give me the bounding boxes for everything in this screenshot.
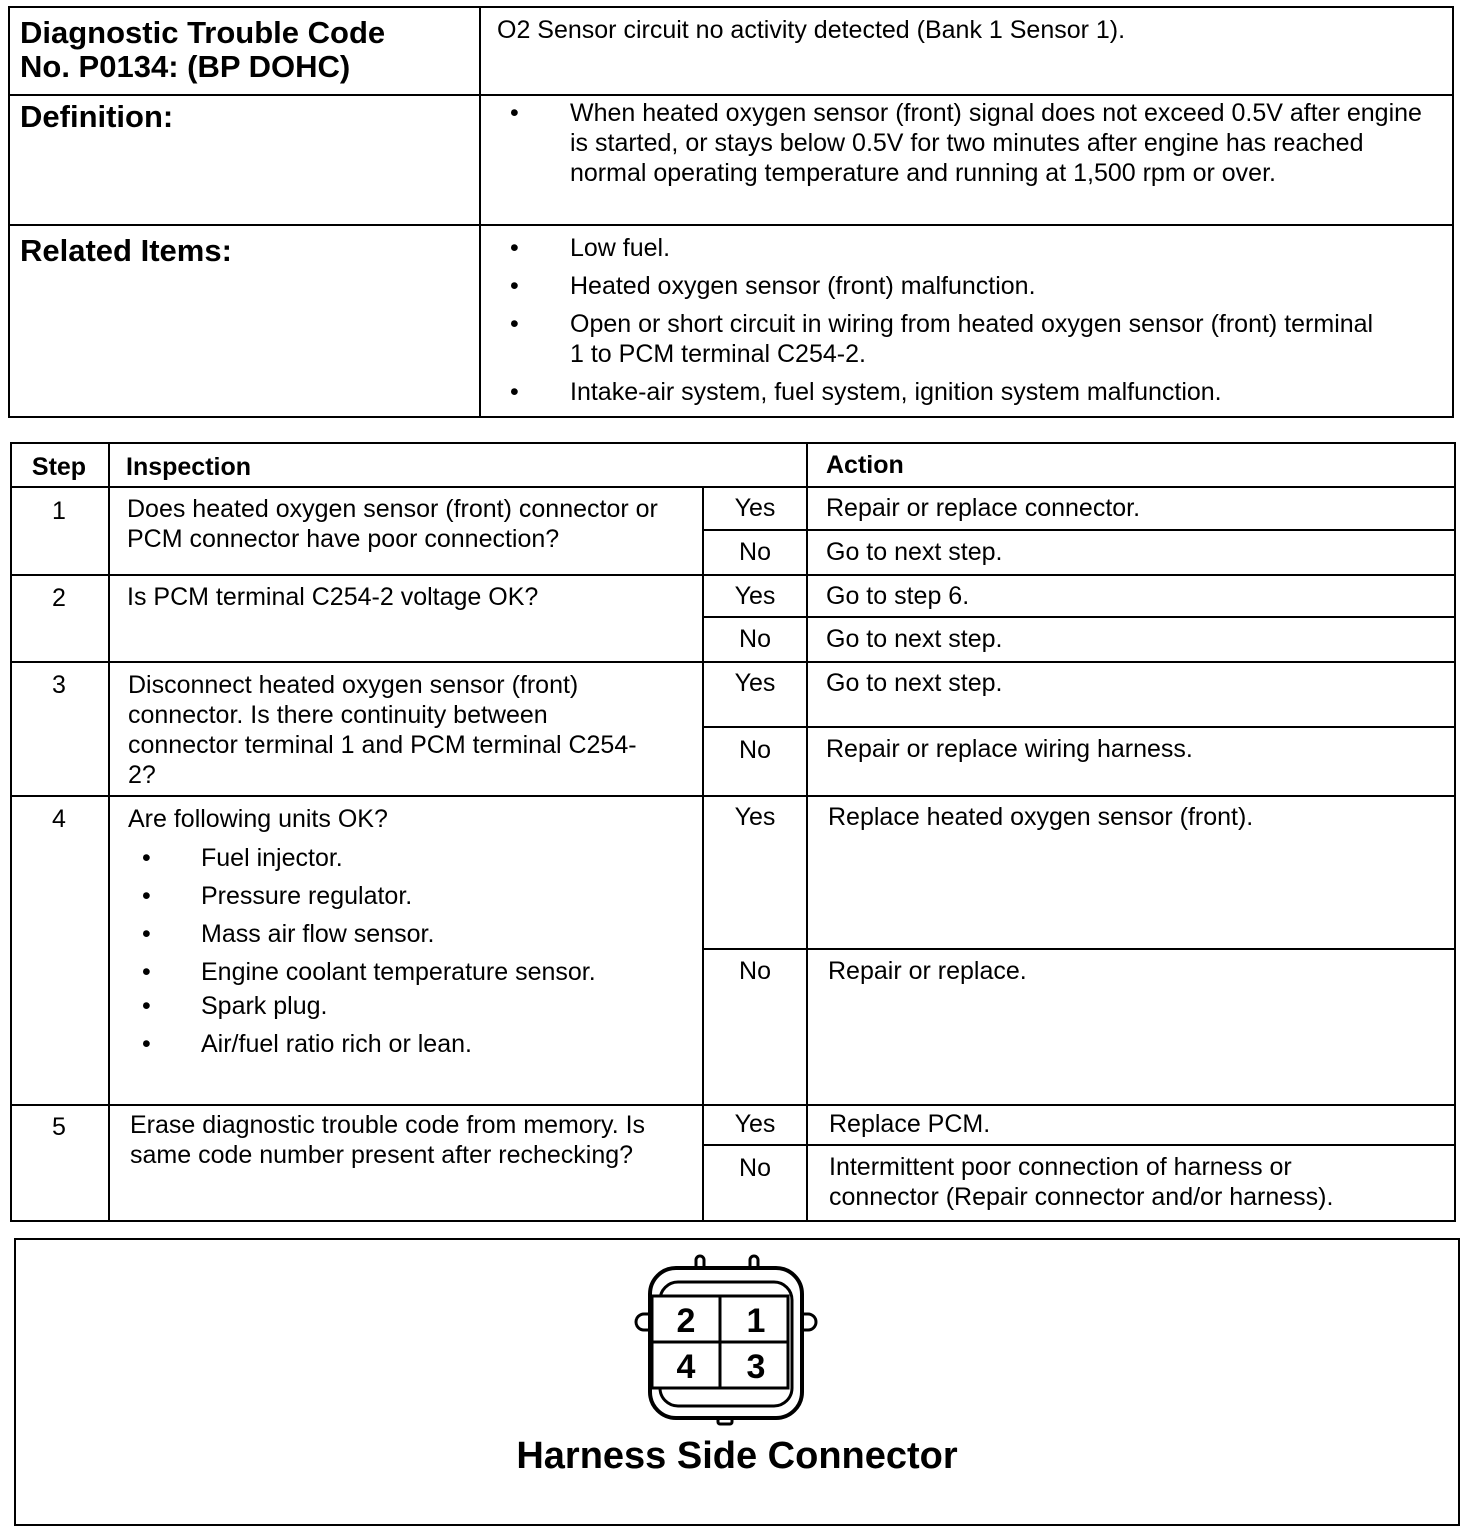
related-bullet: • (510, 272, 519, 300)
no-action: Repair or replace. (828, 957, 1027, 985)
related-bullet: • (510, 378, 519, 406)
yes-label: Yes (734, 803, 776, 831)
yes-label: Yes (734, 669, 776, 697)
yes-no-split (702, 948, 1456, 950)
inspection-text: Are following units OK? (128, 805, 388, 833)
inspection-text: Is PCM terminal C254-2 voltage OK? (127, 583, 539, 611)
step-number: 5 (52, 1113, 66, 1141)
related-item: Open or short circuit in wiring from heated oxygen sensor (front) terminal 1 to PCM terminal C254-2. (570, 310, 1374, 368)
step-number: 4 (52, 805, 66, 833)
no-label: No (739, 736, 771, 764)
dtc-code-label-line2: No. P0134: (BP DOHC) (20, 49, 351, 84)
inspection-text: Does heated oxygen sensor (front) connector or PCM connector have poor connection? (127, 495, 658, 553)
step-number: 2 (52, 584, 66, 612)
pin-label: 2 (676, 1302, 696, 1340)
related-bullet: • (510, 310, 519, 338)
table-row-line (10, 795, 1456, 797)
yes-no-split (702, 616, 1456, 618)
yes-label: Yes (734, 582, 776, 610)
unit-item: Pressure regulator. (201, 882, 413, 910)
related-item: Intake-air system, fuel system, ignition system malfunction. (570, 378, 1222, 406)
no-action: Intermittent poor connection of harness or connector (Repair connector and/or harness). (829, 1153, 1334, 1211)
yes-action: Go to next step. (826, 669, 1003, 697)
no-action: Go to next step. (826, 538, 1003, 566)
yes-action: Replace PCM. (829, 1110, 991, 1138)
related-item: Heated oxygen sensor (front) malfunction. (570, 272, 1036, 300)
no-label: No (739, 957, 771, 985)
yes-action: Go to step 6. (826, 582, 970, 610)
related-item: Low fuel. (570, 234, 671, 262)
col-header-inspection: Inspection (126, 453, 252, 481)
pin-label: 3 (746, 1348, 766, 1386)
unit-bullet: • (142, 844, 151, 872)
definition-label: Definition: (20, 99, 174, 134)
unit-bullet: • (142, 992, 151, 1020)
unit-item: Air/fuel ratio rich or lean. (201, 1030, 472, 1058)
header-divider-2 (8, 224, 1454, 226)
related-items-label: Related Items: (20, 233, 232, 268)
unit-bullet: • (142, 882, 151, 910)
pin-label: 1 (746, 1302, 766, 1340)
yes-no-split (702, 529, 1456, 531)
unit-item: Spark plug. (201, 992, 328, 1020)
harness-connector-diagram (630, 1250, 830, 1430)
pin-label: 4 (676, 1348, 696, 1386)
yes-action: Replace heated oxygen sensor (front). (828, 803, 1254, 831)
yes-label: Yes (734, 1110, 776, 1138)
dtc-code-label-line1: Diagnostic Trouble Code (20, 15, 386, 50)
unit-bullet: • (142, 958, 151, 986)
no-action: Repair or replace wiring harness. (826, 735, 1193, 763)
table-row-line (10, 661, 1456, 663)
table-row-line (10, 1104, 1456, 1106)
yes-action: Repair or replace connector. (826, 494, 1141, 522)
dtc-code-label (20, 16, 470, 84)
header-divider-vertical (479, 6, 481, 418)
connector-caption: Harness Side Connector (516, 1435, 958, 1477)
unit-item: Engine coolant temperature sensor. (201, 958, 596, 986)
col-header-step: Step (31, 453, 87, 481)
dtc-description: O2 Sensor circuit no activity detected (Bank 1 Sensor 1). (497, 16, 1126, 44)
step-number: 1 (52, 497, 66, 525)
unit-bullet: • (142, 920, 151, 948)
table-row-line (10, 574, 1456, 576)
no-label: No (739, 538, 771, 566)
connector-side-ear (636, 1314, 650, 1330)
related-bullet: • (510, 234, 519, 262)
inspection-text: Disconnect heated oxygen sensor (front) connector. Is there continuity between connector terminal 1 and PCM terminal C254-2? (128, 671, 637, 789)
no-action: Go to next step. (826, 625, 1003, 653)
yes-no-split (702, 726, 1456, 728)
table-row-line (10, 486, 1456, 488)
connector-side-ear (802, 1314, 816, 1330)
yes-no-split (702, 1144, 1456, 1146)
no-label: No (739, 1154, 771, 1182)
inspection-text: Erase diagnostic trouble code from memory. Is same code number present after rechecking? (130, 1111, 646, 1169)
unit-item: Mass air flow sensor. (201, 920, 435, 948)
yes-label: Yes (734, 494, 776, 522)
definition-text: When heated oxygen sensor (front) signal does not exceed 0.5V after engine is started, or stays below 0.5V for two minutes after engine has reached normal operating temperature and running at 1,500 rpm or over. (570, 99, 1422, 187)
unit-bullet: • (142, 1030, 151, 1058)
definition-bullet: • (510, 99, 519, 127)
col-header-action: Action (826, 451, 904, 479)
step-number: 3 (52, 671, 66, 699)
header-divider-1 (8, 94, 1454, 96)
no-label: No (739, 625, 771, 653)
unit-item: Fuel injector. (201, 844, 343, 872)
